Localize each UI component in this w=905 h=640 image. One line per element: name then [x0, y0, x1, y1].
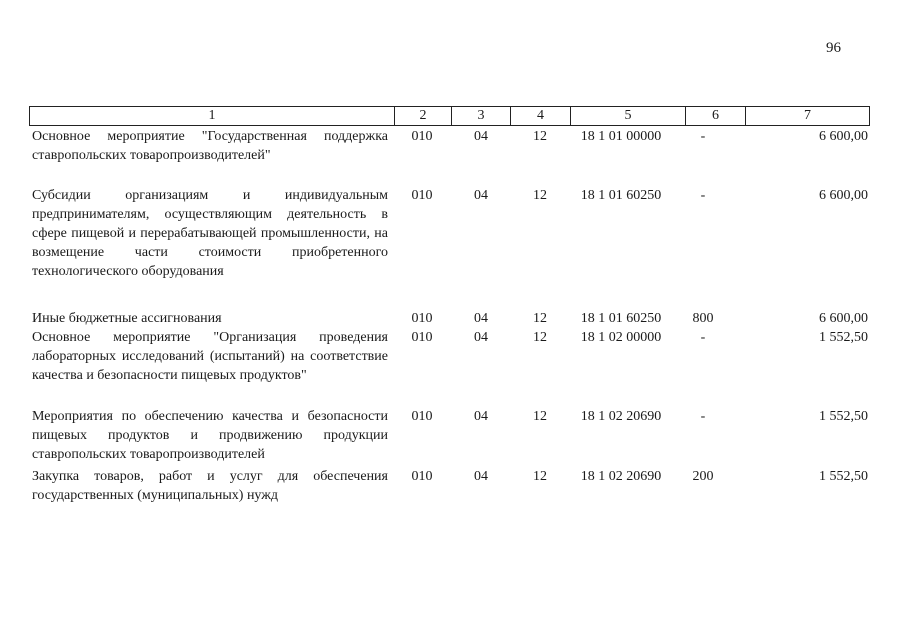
- row-col-6: 800: [692, 311, 714, 326]
- row-col-3: 04: [474, 188, 488, 203]
- row-col-3: 04: [474, 469, 488, 484]
- row-col-6: -: [700, 129, 706, 144]
- header-col-2: 2: [395, 107, 452, 126]
- row-col-7: 6 600,00: [819, 311, 868, 326]
- row-col-2: 010: [411, 188, 433, 203]
- row-col-4: 12: [533, 409, 547, 424]
- header-col-4: 4: [511, 107, 571, 126]
- row-col-6: -: [700, 409, 706, 424]
- row-col-2: 010: [411, 330, 433, 345]
- row-col-3: 04: [474, 330, 488, 345]
- row-col-7: 6 600,00: [819, 129, 868, 144]
- header-col-7: 7: [746, 107, 870, 126]
- header-col-1: 1: [30, 107, 395, 126]
- row-description: Закупка товаров, работ и услуг для обеспечения государственных (муниципальных) нужд: [32, 469, 388, 503]
- row-col-2: 010: [411, 311, 433, 326]
- row-col-2: 010: [411, 469, 433, 484]
- header-col-6: 6: [686, 107, 746, 126]
- row-col-4: 12: [533, 469, 547, 484]
- row-col-5: 18 1 02 20690: [580, 469, 662, 484]
- column-header-row: [29, 106, 870, 126]
- row-col-4: 12: [533, 129, 547, 144]
- row-col-3: 04: [474, 129, 488, 144]
- row-description: Основное мероприятие "Государственная поддержка ставропольских товаропроизводителей": [32, 129, 388, 163]
- header-col-5: 5: [571, 107, 686, 126]
- row-col-2: 010: [411, 129, 433, 144]
- row-description: Основное мероприятие "Организация проведения лабораторных исследований (испытаний) на соответствие качества и безопасности пищевых продуктов": [32, 330, 388, 383]
- row-col-7: 6 600,00: [819, 188, 868, 203]
- row-col-4: 12: [533, 311, 547, 326]
- row-description: Иные бюджетные ассигнования: [32, 311, 222, 326]
- row-col-7: 1 552,50: [819, 409, 868, 424]
- row-col-5: 18 1 01 60250: [580, 311, 662, 326]
- row-col-4: 12: [533, 188, 547, 203]
- row-description: Мероприятия по обеспечению качества и безопасности пищевых продуктов и продвижению продукции ставропольских товаропроизводителей: [32, 409, 388, 462]
- page-number: 96: [826, 40, 841, 56]
- row-description: Субсидии организациям и индивидуальным предпринимателям, осуществляющим деятельность в сфере пищевой и перерабатывающей промышленности, на возмещение части стоимости приобретенного технологического оборудования: [32, 188, 388, 279]
- row-col-5: 18 1 01 60250: [580, 188, 662, 203]
- row-col-6: -: [700, 188, 706, 203]
- row-col-6: 200: [692, 469, 714, 484]
- row-col-5: 18 1 02 20690: [580, 409, 662, 424]
- row-col-3: 04: [474, 311, 488, 326]
- row-col-5: 18 1 02 00000: [580, 330, 662, 345]
- row-col-3: 04: [474, 409, 488, 424]
- row-col-6: -: [700, 330, 706, 345]
- row-col-5: 18 1 01 00000: [580, 129, 662, 144]
- row-col-2: 010: [411, 409, 433, 424]
- row-col-7: 1 552,50: [819, 330, 868, 345]
- row-col-7: 1 552,50: [819, 469, 868, 484]
- header-col-3: 3: [452, 107, 511, 126]
- row-col-4: 12: [533, 330, 547, 345]
